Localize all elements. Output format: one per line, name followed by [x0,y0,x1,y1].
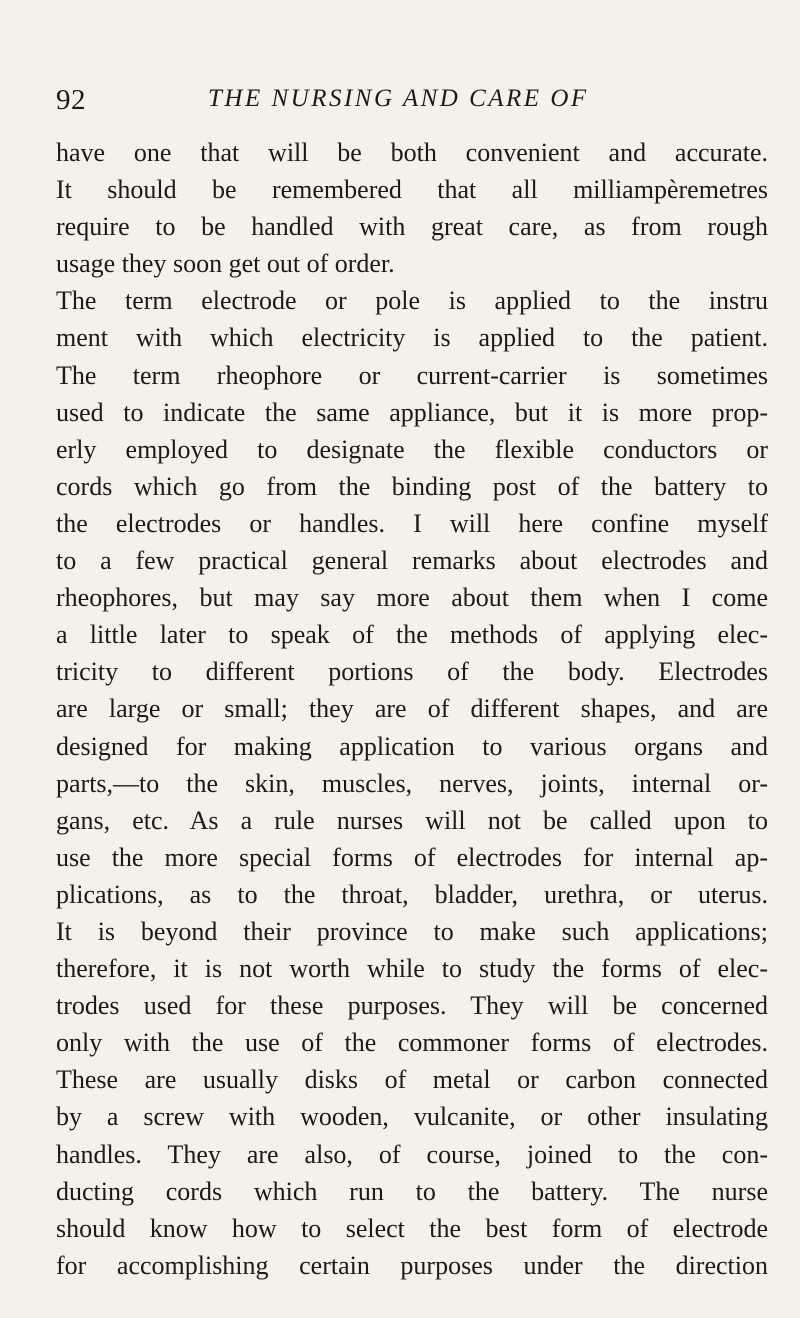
text-line: The term electrode or pole is applied to the instru [56,286,768,316]
text-line: used to indicate the same appliance, but it is more prop- [56,397,768,427]
text-line: These are usually disks of metal or carbon connected [56,1065,768,1095]
text-line: by a screw with wooden, vulcanite, or other insulating [56,1102,768,1132]
text-line: have one that will be both convenient and accurate. [56,138,768,167]
text-line: tricity to different portions of the body. Electrodes [56,657,768,687]
text-line: only with the use of the commoner forms of electrodes. [56,1028,768,1058]
text-line: ducting cords which run to the battery. The nurse [56,1176,768,1206]
text-line: parts,—to the skin, muscles, nerves, joints, internal or- [56,768,768,798]
text-line: are large or small; they are of different shapes, and are [56,694,768,724]
text-line: the electrodes or handles. I will here confine myself [56,508,768,538]
text-line: should know how to select the best form of electrode [56,1213,768,1243]
text-line: It is beyond their province to make such applications; [56,916,768,946]
text-line: a little later to speak of the methods of applying elec- [56,620,768,650]
text-line: The term rheophore or current-carrier is sometimes [56,360,768,390]
text-line: plications, as to the throat, bladder, urethra, or uterus. [56,879,768,909]
text-line: therefore, it is not worth while to study the forms of elec- [56,954,768,984]
text-line: cords which go from the binding post of the battery to [56,471,768,501]
text-line: to a few practical general remarks about electrodes and [56,546,768,576]
text-line: require to be handled with great care, as from rough [56,212,768,242]
text-line: usage they soon get out of order. [56,249,395,279]
text-line: handles. They are also, of course, joined to the con- [56,1139,768,1169]
running-head: THE NURSING AND CARE OF [208,85,589,112]
text-line: for accomplishing certain purposes under the direction [56,1250,768,1280]
text-line: ment with which electricity is applied to the patient. [56,323,768,353]
text-line: use the more special forms of electrodes for internal ap- [56,842,768,872]
body-text [56,134,768,1284]
text-line: It should be remembered that all milliampèremetres [56,175,768,205]
text-line: trodes used for these purposes. They will be concerned [56,991,768,1021]
page-number: 92 [56,84,86,116]
text-line: erly employed to designate the flexible conductors or [56,434,768,464]
page-header [56,84,768,124]
text-line: gans, etc. As a rule nurses will not be called upon to [56,805,768,835]
text-line: designed for making application to various organs and [56,731,768,761]
text-line: rheophores, but may say more about them when I come [56,583,768,613]
